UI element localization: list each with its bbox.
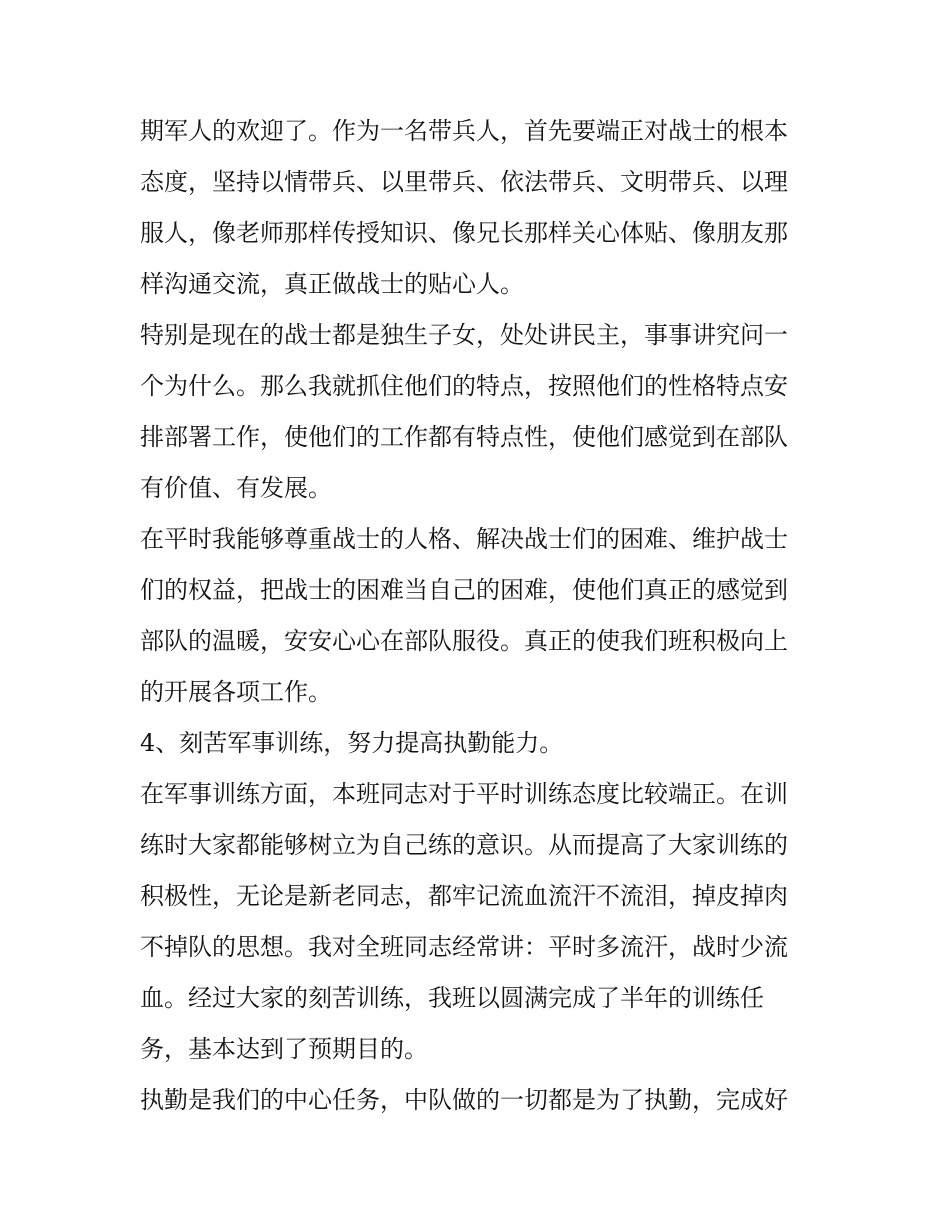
text-line: 执勤是我们的中心任务，中队做的一切都是为了执勤，完成好: [140, 1086, 788, 1114]
text-line: 部队的温暖，安安心心在部队服役。真正的使我们班积极向上: [140, 627, 788, 655]
text-line: 的开展各项工作。: [140, 678, 332, 706]
text-line: 在军事训练方面，本班同志对于平时训练态度比较端正。在训: [140, 780, 788, 808]
text-line: 务，基本达到了预期目的。: [140, 1035, 428, 1063]
section-heading: 4、刻苦军事训练，努力提高执勤能力。: [140, 729, 564, 757]
text-line: 期军人的欢迎了。作为一名带兵人，首先要端正对战士的根本: [140, 117, 788, 145]
text-line: 样沟通交流，真正做战士的贴心人。: [140, 270, 524, 298]
text-line: 特别是现在的战士都是独生子女，处处讲民主，事事讲究问一: [140, 321, 788, 349]
document-body: [140, 106, 830, 1126]
text-line: 积极性，无论是新老同志，都牢记流血流汗不流泪，掉皮掉肉: [140, 882, 788, 910]
text-line: 不掉队的思想。我对全班同志经常讲：平时多流汗，战时少流: [140, 933, 788, 961]
text-line: 血。经过大家的刻苦训练，我班以圆满完成了半年的训练任: [140, 984, 764, 1012]
text-line: 服人，像老师那样传授知识、像兄长那样关心体贴、像朋友那: [140, 219, 788, 247]
text-line: 态度，坚持以情带兵、以里带兵、依法带兵、文明带兵、以理: [140, 168, 788, 196]
text-line: 练时大家都能够树立为自己练的意识。从而提高了大家训练的: [140, 831, 788, 859]
text-line: 排部署工作，使他们的工作都有特点性，使他们感觉到在部队: [140, 423, 788, 451]
text-line: 个为什么。那么我就抓住他们的特点，按照他们的性格特点安: [140, 372, 788, 400]
text-line: 有价值、有发展。: [140, 474, 332, 502]
text-line: 在平时我能够尊重战士的人格、解决战士们的困难、维护战士: [140, 525, 788, 553]
text-line: 们的权益，把战士的困难当自己的困难，使他们真正的感觉到: [140, 576, 788, 604]
